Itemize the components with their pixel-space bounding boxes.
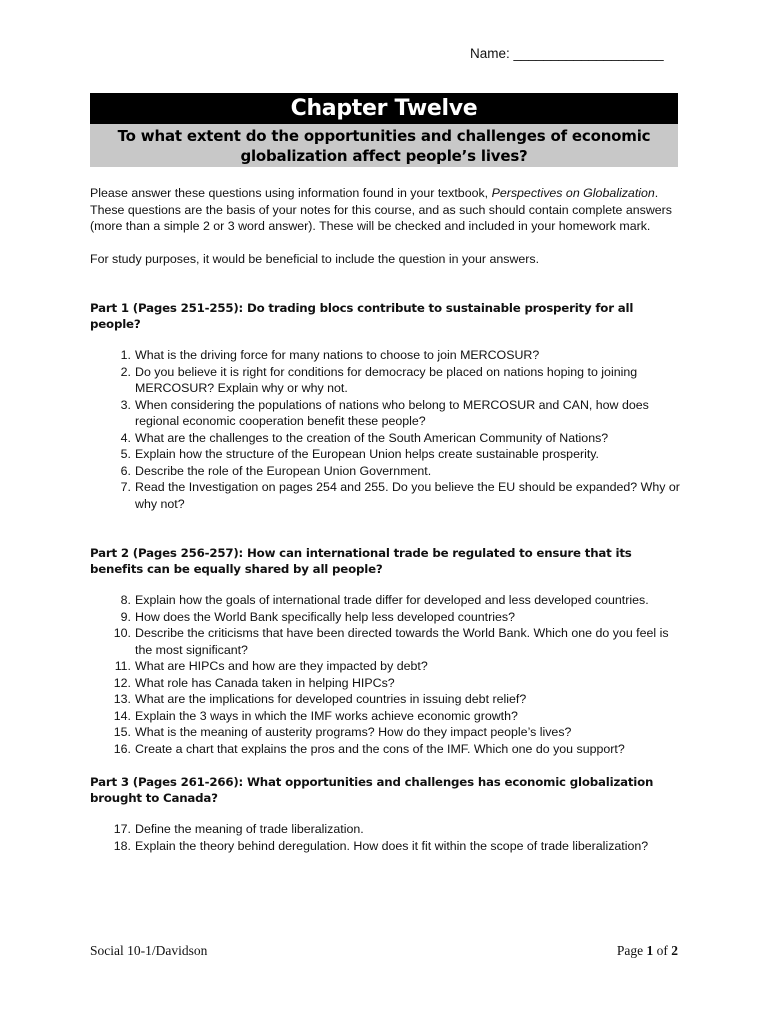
study-tip-paragraph: For study purposes, it would be beneficial to include the question in your answers.	[90, 251, 540, 266]
part-1-questions	[90, 347, 680, 512]
question-item: 9. How does the World Bank specifically help less developed countries?	[120, 609, 515, 624]
chapter-question-banner	[90, 124, 678, 167]
question-item: 1. What is the driving force for many nations to choose to join MERCOSUR?	[120, 348, 540, 362]
question-item: 2. Do you believe it is right for conditions for democracy be placed on nations hoping to joining MERCOSUR? Explain why or why not.	[120, 364, 638, 395]
question-item: 14. Explain the 3 ways in which the IMF works achieve economic growth?	[113, 708, 518, 723]
question-item: 16. Create a chart that explains the pros and the cons of the IMF. Which one do you support?	[113, 741, 625, 756]
footer-page-number: Page 1 of 2	[616, 943, 678, 958]
intro-text-end: . These questions are the basis of your notes for this course, and as such should contain complete answers (more than a simple 2 or 3 word answer). These will be checked and included in your homework mark.	[90, 186, 672, 233]
part-3-questions	[90, 821, 680, 854]
footer-course-label: Social 10-1/Davidson	[90, 943, 208, 958]
question-item: 8. Explain how the goals of international trade differ for developed and less developed countries.	[120, 593, 649, 607]
question-item: 12. What role has Canada taken in helping HIPCs?	[113, 675, 395, 690]
part-2-heading: Part 2 (Pages 256-257): How can international trade be regulated to ensure that its benefits can be equally shared by all people?	[90, 546, 632, 576]
question-item: 13. What are the implications for developed countries in issuing debt relief?	[113, 692, 527, 706]
question-item: 17. Define the meaning of trade liberalization.	[113, 822, 364, 836]
textbook-title: Perspectives on Globalization	[491, 186, 655, 200]
question-item: 11. What are HIPCs and how are they impacted by debt?	[114, 659, 428, 673]
chapter-title: Chapter Twelve	[90, 93, 678, 124]
question-item: 18. Explain the theory behind deregulation. How does it fit within the scope of trade liberalization?	[113, 838, 649, 853]
worksheet-body	[90, 185, 680, 854]
chapter-question-line-2: globalization affect people’s lives?	[240, 147, 528, 165]
part-2-questions	[90, 592, 680, 757]
intro-paragraph	[90, 185, 680, 235]
question-item: 4. What are the challenges to the creation of the South American Community of Nations?	[120, 430, 609, 445]
question-item: 5. Explain how the structure of the European Union helps create sustainable prosperity.	[120, 447, 600, 461]
question-item: 6. Describe the role of the European Union Government.	[120, 463, 432, 478]
intro-text-start: Please answer these questions using information found in your textbook,	[90, 186, 492, 200]
question-item: 15. What is the meaning of austerity programs? How do they impact people’s lives?	[113, 725, 572, 739]
part-1-heading: Part 1 (Pages 251-255): Do trading blocs contribute to sustainable prosperity for all people?	[90, 301, 634, 331]
part-3-heading: Part 3 (Pages 261-266): What opportunities and challenges has economic globalization brought to Canada?	[90, 775, 654, 805]
name-field-label: Name: ____________________	[470, 46, 664, 61]
question-item: 10. Describe the criticisms that have been directed towards the World Bank. Which one do you feel is the most significant?	[113, 626, 669, 657]
question-item: 3. When considering the populations of nations who belong to MERCOSUR and CAN, how does regional economic cooperation benefit these people?	[120, 397, 649, 428]
chapter-question-line-1: To what extent do the opportunities and challenges of economic	[117, 127, 651, 145]
question-item: 7. Read the Investigation on pages 254 and 255. Do you believe the EU should be expanded? Why or why not?	[120, 480, 680, 511]
